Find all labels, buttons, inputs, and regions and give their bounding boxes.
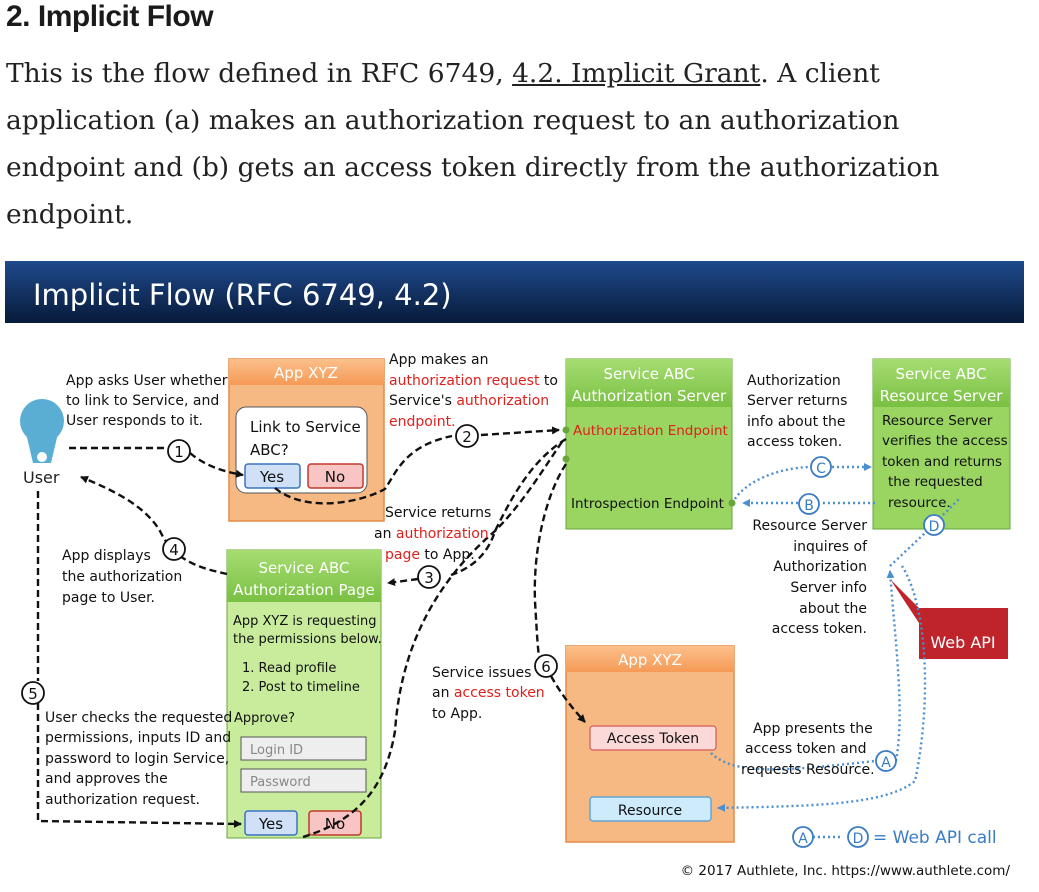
auth-server-header-line1: Service ABC xyxy=(603,365,695,383)
note-inquires-line3: Authorization xyxy=(773,559,867,575)
step-c-letter: C xyxy=(816,461,826,477)
copyright-notice: © 2017 Authlete, Inc. https://www.authlete.com/ xyxy=(680,863,1010,879)
step-a-letter: A xyxy=(881,755,891,771)
app-xyz-top-box xyxy=(229,359,384,521)
introspection-port xyxy=(729,500,736,507)
approve-yes-button[interactable] xyxy=(245,811,297,835)
step-d-letter: D xyxy=(928,519,940,535)
note-issues-line2: an access token xyxy=(432,685,545,701)
intro-paragraph xyxy=(6,50,1026,238)
note-issues-line3: to App. xyxy=(432,706,483,722)
step-a-marker xyxy=(876,751,896,771)
note-makes-line4: endpoint. xyxy=(389,414,456,430)
intro-text-after: . A client application (a) makes an authorization request to an authorization endpoint and (b) gets an access token directly from the authorization endpoint. xyxy=(6,58,940,230)
resource-desc-line4: the requested xyxy=(888,474,983,490)
link-yes-label: Yes xyxy=(259,468,285,486)
password-input[interactable] xyxy=(241,769,366,792)
note-presents-line1: App presents the xyxy=(753,721,873,737)
legend-a-marker xyxy=(793,827,813,847)
access-token-label: Access Token xyxy=(606,731,700,747)
note-checks-line5: authorization request. xyxy=(45,792,200,808)
note-as-returns-line2: Server returns xyxy=(747,393,848,409)
login-id-input[interactable] xyxy=(241,737,366,760)
resource-desc-line2: verifies the access xyxy=(882,433,1008,449)
step-1-marker xyxy=(168,440,190,462)
note-inquires-line1: Resource Server xyxy=(752,518,867,534)
note-checks-line3: password to login Service, xyxy=(45,751,230,767)
password-placeholder: Password xyxy=(250,775,311,790)
step-5-marker xyxy=(22,682,44,704)
step-d-marker xyxy=(924,515,944,535)
app-xyz-bottom-box xyxy=(566,646,734,842)
legend-d-letter: D xyxy=(852,831,864,847)
note-displays-line3: page to User. xyxy=(62,590,155,606)
auth-page-request-line2: the permissions below. xyxy=(233,632,382,647)
step-6-number: 6 xyxy=(541,658,551,676)
authorization-page-box xyxy=(227,550,382,838)
link-no-label: No xyxy=(324,468,346,486)
resource-desc-line5: resource. xyxy=(888,495,951,511)
note-displays-line1: App displays xyxy=(62,548,151,564)
note-makes-line3: Service's authorization xyxy=(389,393,550,409)
auth-page-header-line1: Service ABC xyxy=(258,559,350,577)
app-xyz-bottom-header: App XYZ xyxy=(618,651,682,669)
auth-page-request-line1: App XYZ is requesting xyxy=(233,614,377,629)
note-ask-line3: User responds to it. xyxy=(66,413,204,429)
note-presents-line2: access token and xyxy=(745,741,867,757)
step-2-number: 2 xyxy=(462,428,472,446)
link-no-button[interactable] xyxy=(308,464,363,488)
note-inquires-line4: Server info xyxy=(790,580,867,596)
note-returns-line2: an authorization xyxy=(374,526,489,542)
note-issues-line1: Service issues xyxy=(432,665,532,681)
resource-desc-line1: Resource Server xyxy=(882,413,993,429)
resource-server-header-line2: Resource Server xyxy=(879,387,1003,405)
intro-text-before: This is the flow defined in RFC 6749, xyxy=(6,58,513,89)
user-label: User xyxy=(23,468,60,487)
auth-server-header-line2: Authorization Server xyxy=(571,387,727,405)
note-inquires-line5: about the xyxy=(799,601,867,617)
link-prompt-line2: ABC? xyxy=(250,441,289,459)
permission-read-profile: 1. Read profile xyxy=(242,661,337,676)
legend-a-letter: A xyxy=(798,831,808,847)
authorization-server-box xyxy=(563,359,736,529)
section-heading: 2. Implicit Flow xyxy=(6,0,214,33)
note-checks-line1: User checks the requested xyxy=(45,710,233,726)
resource-desc-line3: token and returns xyxy=(882,454,1003,470)
app-xyz-top-header: App XYZ xyxy=(274,364,338,382)
link-yes-button[interactable] xyxy=(245,464,300,488)
permission-post-timeline: 2. Post to timeline xyxy=(242,680,360,695)
step-3-number: 3 xyxy=(424,569,434,587)
auth-page-header-line2: Authorization Page xyxy=(233,581,375,599)
step-6-marker xyxy=(535,655,557,677)
step-b-letter: B xyxy=(804,498,814,514)
note-inquires-line2: inquires of xyxy=(793,539,867,555)
step-4-number: 4 xyxy=(169,541,179,559)
note-displays-line2: the authorization xyxy=(62,569,183,585)
approve-label: Approve? xyxy=(234,711,296,726)
note-makes-line2: authorization request to xyxy=(389,373,558,389)
link-prompt-line1: Link to Service xyxy=(250,418,361,436)
resource-label: Resource xyxy=(617,803,683,819)
note-ask-line1: App asks User whether xyxy=(66,373,228,389)
step-5-number: 5 xyxy=(28,685,38,703)
step-1-number: 1 xyxy=(174,443,184,461)
note-returns-line1: Service returns xyxy=(385,505,492,521)
note-ask-line2: to link to Service, and xyxy=(66,393,220,409)
step-3-marker xyxy=(418,566,440,588)
note-presents-line3: requests Resource. xyxy=(741,762,875,778)
implicit-grant-link[interactable]: 4.2. Implicit Grant xyxy=(512,58,761,89)
access-token-chip xyxy=(590,726,716,750)
authorization-endpoint-label: Authorization Endpoint xyxy=(573,423,728,439)
auth-endpoint-port xyxy=(563,427,570,434)
implicit-flow-diagram xyxy=(5,261,1024,886)
note-checks-line4: and approves the xyxy=(45,771,168,787)
diagram-title: Implicit Flow (RFC 6749, 4.2) xyxy=(33,278,452,312)
note-inquires-line6: access token. xyxy=(771,621,867,637)
web-api-label: Web API xyxy=(930,633,996,652)
resource-server-header-line1: Service ABC xyxy=(895,365,987,383)
legend-web-api-call: = Web API call xyxy=(873,828,997,848)
legend-d-marker xyxy=(848,827,868,847)
note-checks-line2: permissions, inputs ID and xyxy=(45,730,232,746)
step-4-marker xyxy=(163,538,185,560)
note-as-returns-line3: info about the xyxy=(747,414,846,430)
note-returns-line3: page to App. xyxy=(385,547,475,563)
note-makes-line1: App makes an xyxy=(389,352,489,368)
note-as-returns-line1: Authorization xyxy=(747,373,841,389)
login-id-placeholder: Login ID xyxy=(250,743,304,758)
approve-no-label: No xyxy=(324,815,346,833)
step-2-marker xyxy=(456,425,478,447)
step-b-marker xyxy=(799,494,819,514)
introspection-endpoint-label: Introspection Endpoint xyxy=(571,496,724,512)
step-c-marker xyxy=(811,457,831,477)
resource-chip xyxy=(590,797,711,821)
approve-yes-label: Yes xyxy=(258,815,284,833)
token-issue-port xyxy=(563,456,570,463)
note-as-returns-line4: access token. xyxy=(747,434,843,450)
resource-server-box xyxy=(873,359,1010,529)
